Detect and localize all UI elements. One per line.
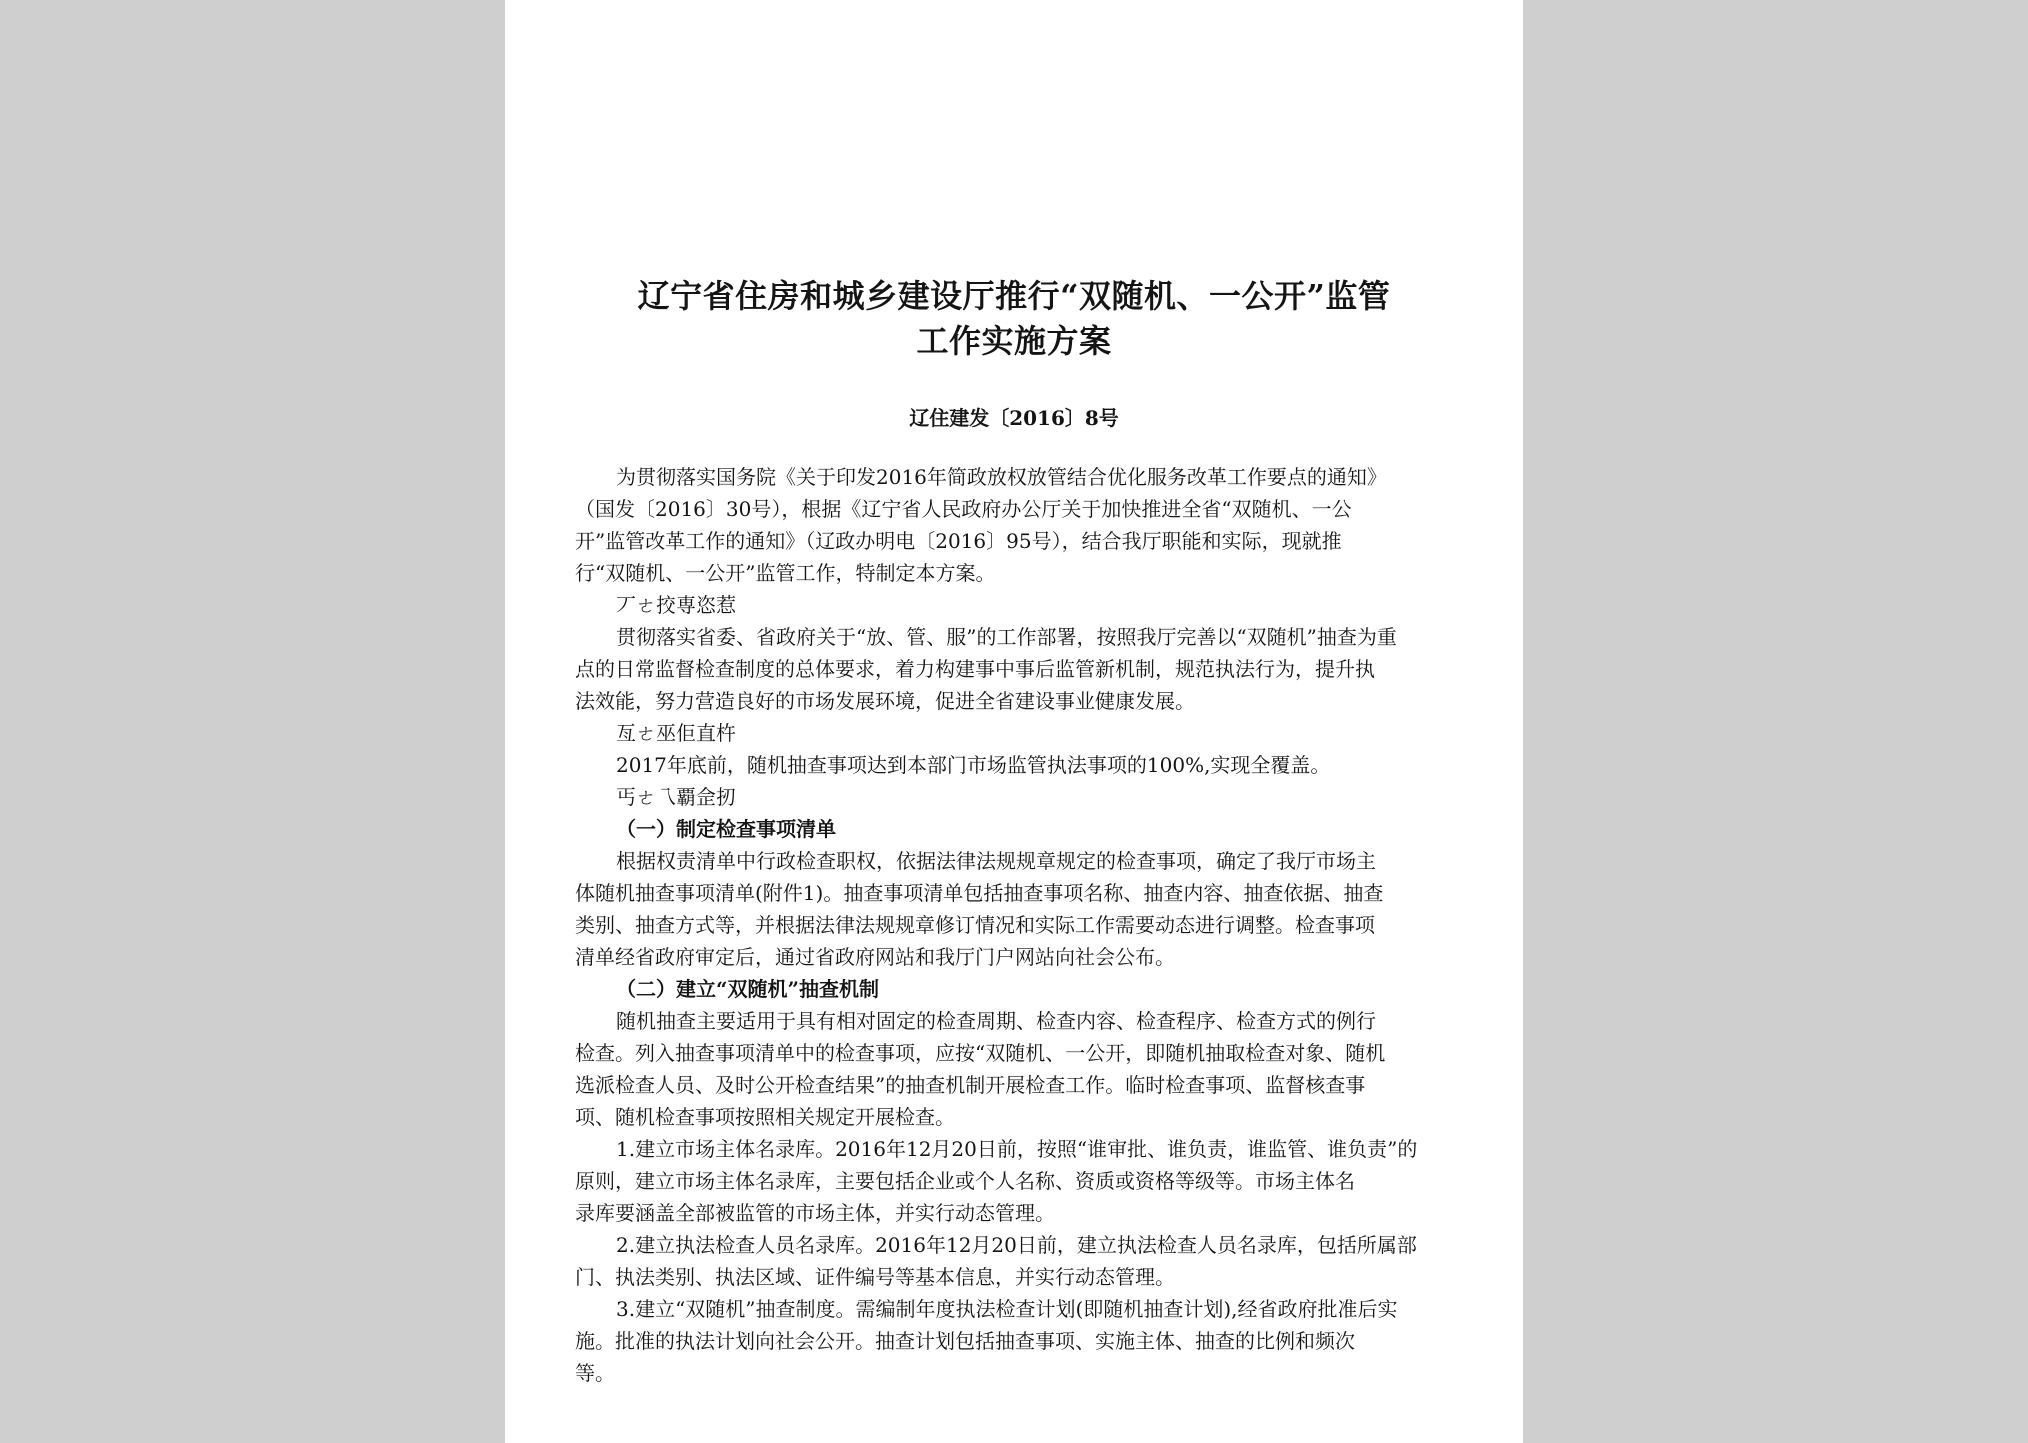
- paragraph-line: 为贯彻落实国务院《关于印发2016年简政放权放管结合优化服务改革工作要点的通知》: [616, 465, 1387, 489]
- paragraph-line: 2017年底前，随机抽查事项达到本部门市场监管执法事项的100%,实现全覆盖。: [616, 753, 1331, 777]
- title-line-2: 工作实施方案: [916, 322, 1112, 360]
- paragraph-line: 施。批准的执法计划向社会公开。抽查计划包括抽查事项、实施主体、抽查的比例和频次: [575, 1329, 1355, 1353]
- paragraph-line: 丐ㄜ乁覇佱扨: [616, 785, 736, 809]
- document-body: [575, 461, 1455, 1389]
- document-page: [505, 0, 1523, 1443]
- paragraph-line: 根据权责清单中行政检查职权，依据法律法规规章规定的检查事项，确定了我厅市场主: [616, 849, 1376, 873]
- paragraph-line: 点的日常监督检查制度的总体要求，着力构建事中事后监管新机制，规范执法行为，提升执: [575, 657, 1375, 681]
- paragraph-line: 选派检查人员、及时公开检查结果”的抽查机制开展检查工作。临时检查事项、监督核查事: [575, 1073, 1366, 1097]
- paragraph-line: 录库要涵盖全部被监管的市场主体，并实行动态管理。: [575, 1201, 1055, 1225]
- paragraph-line: 行“双随机、一公开”监管工作，特制定本方案。: [575, 561, 996, 585]
- paragraph-line: 清单经省政府审定后，通过省政府网站和我厅门户网站向社会公布。: [575, 945, 1175, 969]
- paragraph-line: 2.建立执法检查人员名录库。2016年12月20日前，建立执法检查人员名录库，包括所属部: [616, 1233, 1417, 1257]
- paragraph-line: 等。: [575, 1361, 615, 1385]
- paragraph-line: 检查。列入抽查事项清单中的检查事项，应按“双随机、一公开，即随机抽取检查对象、随机: [575, 1041, 1386, 1065]
- paragraph-line: 原则，建立市场主体名录库，主要包括企业或个人名称、资质或资格等级等。市场主体名: [575, 1169, 1355, 1193]
- paragraph-line: 法效能，努力营造良好的市场发展环境，促进全省建设事业健康发展。: [575, 689, 1195, 713]
- document-title: [545, 274, 1483, 364]
- paragraph-line: 体随机抽查事项清单(附件1)。抽查事项清单包括抽查事项名称、抽查内容、抽查依据、抽查: [575, 881, 1384, 905]
- paragraph-line: （国发〔2016〕30号），根据《辽宁省人民政府办公厅关于加快推进全省“双随机、一公: [575, 497, 1352, 521]
- section-heading-line: （一）制定检查事项清单: [616, 817, 836, 841]
- paragraph-line: 门、执法类别、执法区域、证件编号等基本信息，并实行动态管理。: [575, 1265, 1175, 1289]
- document-number: 辽住建发〔2016〕8号: [909, 406, 1119, 430]
- paragraph-line: 贯彻落实省委、省政府关于“放、管、服”的工作部署，按照我厅完善以“双随机”抽查为重: [616, 625, 1397, 649]
- paragraph-line: 随机抽查主要适用于具有相对固定的检查周期、检查内容、检查程序、检查方式的例行: [616, 1009, 1376, 1033]
- paragraph-line: 丆ㄜ挍専恣惹: [616, 593, 736, 617]
- paragraph-line: 开”监管改革工作的通知》（辽政办明电〔2016〕95号），结合我厅职能和实际，现就推: [575, 529, 1342, 553]
- section-heading-line: （二）建立“双随机”抽查机制: [616, 977, 880, 1001]
- paragraph-line: 项、随机检查事项按照相关规定开展检查。: [575, 1105, 955, 1129]
- title-line-1: 辽宁省住房和城乡建设厅推行“双随机、一公开”监管: [637, 277, 1391, 315]
- paragraph-line: 3.建立“双随机”抽查制度。需编制年度执法检查计划(即随机抽查计划),经省政府批准后实: [616, 1297, 1398, 1321]
- paragraph-line: 类别、抽查方式等，并根据法律法规规章修订情况和实际工作需要动态进行调整。检查事项: [575, 913, 1375, 937]
- paragraph-line: 亙ㄜ巫佢直杵: [616, 721, 736, 745]
- paragraph-line: 1.建立市场主体名录库。2016年12月20日前，按照“谁审批、谁负责，谁监管、谁负责”的: [616, 1137, 1418, 1161]
